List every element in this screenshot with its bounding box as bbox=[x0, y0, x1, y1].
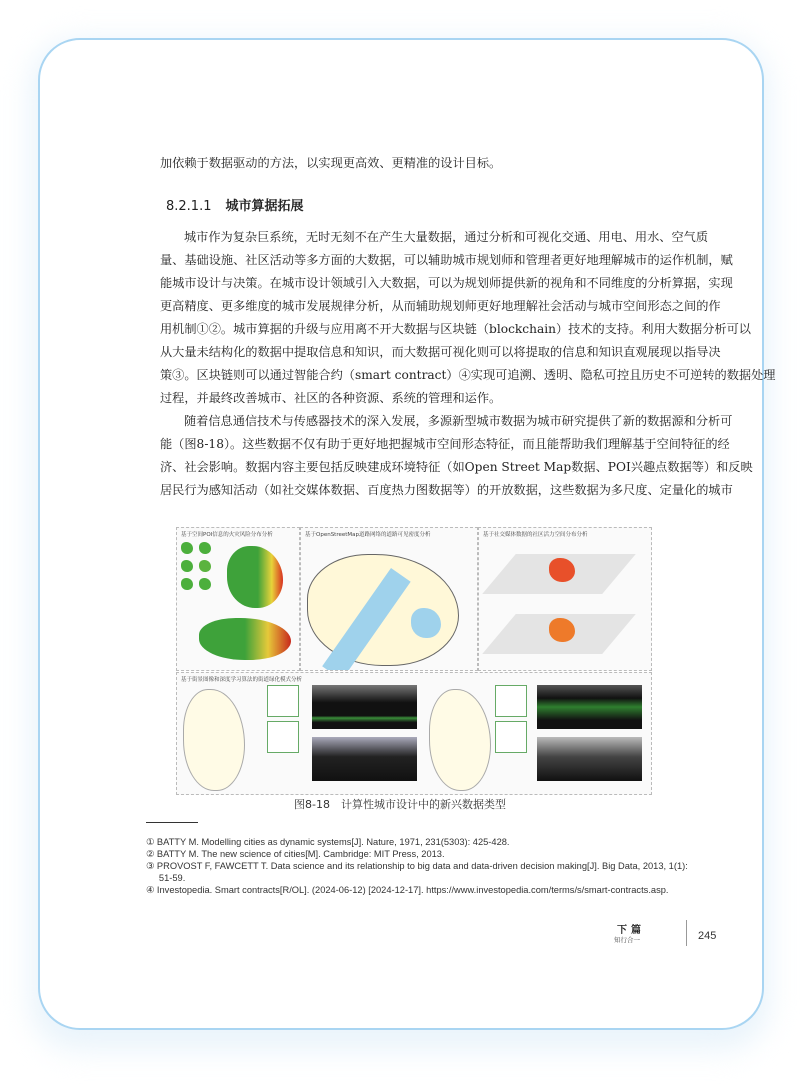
figure-panel-streetview bbox=[176, 672, 652, 795]
text-line: 城市作为复杂巨系统，无时无刻不在产生大量数据，通过分析和可视化交通、用电、用水、空气质 bbox=[184, 230, 709, 244]
footnote-divider bbox=[146, 822, 198, 823]
text-line: 居民行为感知活动（如社交媒体数据、百度热力图数据等）的开放数据，这些数据为多尺度、定量化的城市 bbox=[160, 483, 733, 497]
text-line: 能（图8-18）。这些数据不仅有助于更好地把握城市空间形态特征，而且能帮助我们理解基于空间特征的经 bbox=[160, 437, 730, 451]
footnote: ④ Investopedia. Smart contracts[R/OL]. (2024-06-12) [2024-12-17]. https://www.investopedia.com/terms/s/smart-contracts.asp. bbox=[146, 885, 669, 895]
footnote: ① BATTY M. Modelling cities as dynamic systems[J]. Nature, 1971, 231(5303): 425-428. bbox=[146, 837, 510, 847]
text-line: 策③。区块链则可以通过智能合约（smart contract）④实现可追溯、透明、隐私可控且历史不可逆转的数据处理 bbox=[160, 368, 776, 382]
figure-panel-poi bbox=[176, 527, 300, 671]
figure-8-18 bbox=[176, 527, 650, 793]
panel-title: 基于街景图像和深度学习算法的街道绿化模式分析 bbox=[181, 677, 303, 683]
text-line: 能城市设计与决策。在城市设计领域引入大数据，可以为规划师提供新的视角和不同维度的分析算据，实现 bbox=[160, 276, 733, 290]
panel-title: 基于空间POI信息的火灾风险分布分析 bbox=[181, 532, 273, 538]
text-line: 用机制①②。城市算据的升级与应用离不开大数据与区块链（blockchain）技术的支持。利用大数据分析可以 bbox=[160, 322, 751, 336]
page-number: 245 bbox=[698, 930, 717, 942]
part-subtitle: 知行合一 bbox=[614, 936, 640, 944]
section-number: 8.2.1.1 bbox=[166, 199, 212, 214]
figure-caption: 图8-18 计算性城市设计中的新兴数据类型 bbox=[294, 798, 506, 811]
section-title: 城市算据拓展 bbox=[225, 199, 304, 214]
footnote: ② BATTY M. The new science of cities[M]. Cambridge: MIT Press, 2013. bbox=[146, 849, 445, 859]
intro-line: 加依赖于数据驱动的方法，以实现更高效、更精准的设计目标。 bbox=[160, 156, 502, 170]
text-line: 量、基础设施、社区活动等多方面的大数据，可以辅助城市规划师和管理者更好地理解城市的运作机制，赋 bbox=[160, 253, 733, 267]
footnote: ③ PROVOST F, FAWCETT T. Data science and its relationship to big data and data-driven decision making[J]. Big Data, 2013, 1(1): bbox=[146, 861, 688, 871]
footnote-continuation: 51-59. bbox=[146, 873, 186, 883]
text-line: 随着信息通信技术与传感器技术的深入发展，多源新型城市数据为城市研究提供了新的数据源和分析可 bbox=[184, 414, 733, 428]
panel-title: 基于社交媒体数据的社区活力空间分布分析 bbox=[483, 532, 588, 538]
text-line: 过程，并最终改善城市、社区的各种资源、系统的管理和运作。 bbox=[160, 391, 502, 405]
section-heading bbox=[166, 195, 304, 214]
panel-title: 基于OpenStreetMap道路网络的道路可见密度分析 bbox=[305, 532, 431, 538]
part-label: 下篇 bbox=[617, 925, 645, 936]
text-line: 从大量未结构化的数据中提取信息和知识，而大数据可视化则可以将提取的信息和知识直观展现以指导决 bbox=[160, 345, 721, 359]
figure-panel-social bbox=[478, 527, 652, 671]
footer-divider bbox=[686, 920, 687, 946]
text-line: 更高精度、更多维度的城市发展规律分析，从而辅助规划师更好地理解社会活动与城市空间形态之间的作 bbox=[160, 299, 721, 313]
figure-panel-osm bbox=[300, 527, 478, 671]
text-line: 济、社会影响。数据内容主要包括反映建成环境特征（如Open Street Map数据、POI兴趣点数据等）和反映 bbox=[160, 460, 753, 474]
